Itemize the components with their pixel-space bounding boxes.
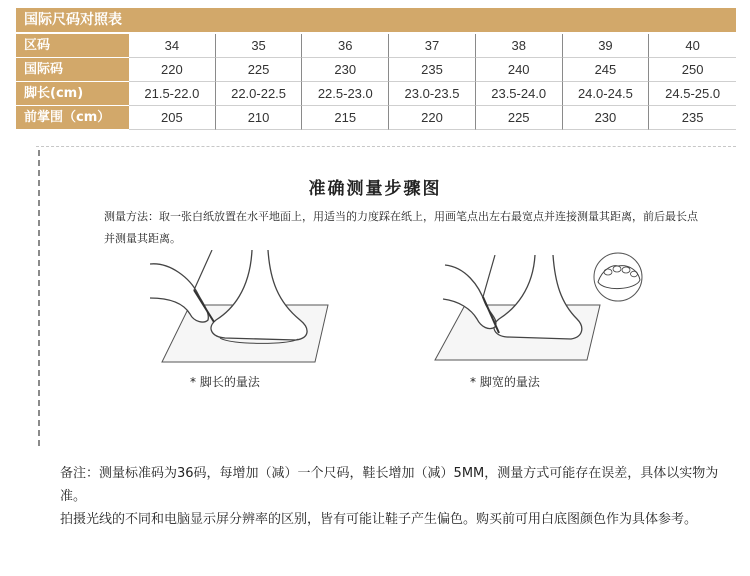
table-cell: 235 <box>649 106 736 130</box>
table-cell: 21.5-22.0 <box>129 82 216 106</box>
table-cell: 205 <box>129 106 216 130</box>
note-line-2: 拍摄光线的不同和电脑显示屏分辨率的区别，皆有可能让鞋子产生偏色。购买前可用白底图颜色作为具体参考。 <box>60 512 698 527</box>
notes <box>60 462 720 531</box>
table-cell: 220 <box>129 58 216 82</box>
size-grid <box>16 34 736 130</box>
table-cell: 22.0-22.5 <box>216 82 303 106</box>
table-title: 国际尺码对照表 <box>16 8 736 34</box>
table-cell: 230 <box>302 58 389 82</box>
table-cell: 37 <box>389 34 476 58</box>
table-cell: 250 <box>649 58 736 82</box>
row-header-eu: 区码 <box>16 34 129 58</box>
table-cell: 225 <box>476 106 563 130</box>
method-text: 测量方法：取一张白纸放置在水平地面上，用适当的力度踩在纸上，用画笔点出左右最宽点并连接测量其距离，前后最长点并测量其距离。 <box>104 210 698 245</box>
row-header-intl: 国际码 <box>16 58 129 82</box>
table-cell: 34 <box>129 34 216 58</box>
table-cell: 210 <box>216 106 303 130</box>
note-line-1: 备注：测量标准码为36码，每增加（减）一个尺码，鞋长增加（减）5MM，测量方式可能存在误差，具体以实物为准。 <box>60 466 719 504</box>
table-cell: 24.5-25.0 <box>649 82 736 106</box>
guide-title: 准确测量步骤图 <box>308 179 442 199</box>
table-cell: 35 <box>216 34 303 58</box>
table-cell: 36 <box>302 34 389 58</box>
table-cell: 215 <box>302 106 389 130</box>
table-cell: 23.0-23.5 <box>389 82 476 106</box>
size-table <box>16 8 736 130</box>
table-cell: 23.5-24.0 <box>476 82 563 106</box>
caption-length: * 脚长的量法 <box>190 375 260 389</box>
table-cell: 22.5-23.0 <box>302 82 389 106</box>
table-cell: 240 <box>476 58 563 82</box>
table-cell: 225 <box>216 58 303 82</box>
foot-length-illustration <box>150 250 350 365</box>
toes-inset-illustration <box>588 252 648 302</box>
table-cell: 39 <box>563 34 650 58</box>
row-header-forefoot: 前掌围（cm） <box>16 106 129 130</box>
table-cell: 245 <box>563 58 650 82</box>
table-cell: 220 <box>389 106 476 130</box>
table-cell: 38 <box>476 34 563 58</box>
table-cell: 235 <box>389 58 476 82</box>
section-divider <box>36 146 736 147</box>
table-cell: 230 <box>563 106 650 130</box>
caption-width: * 脚宽的量法 <box>470 375 540 389</box>
table-cell: 24.0-24.5 <box>563 82 650 106</box>
row-header-foot-length: 脚长(cm) <box>16 82 129 106</box>
table-cell: 40 <box>649 34 736 58</box>
